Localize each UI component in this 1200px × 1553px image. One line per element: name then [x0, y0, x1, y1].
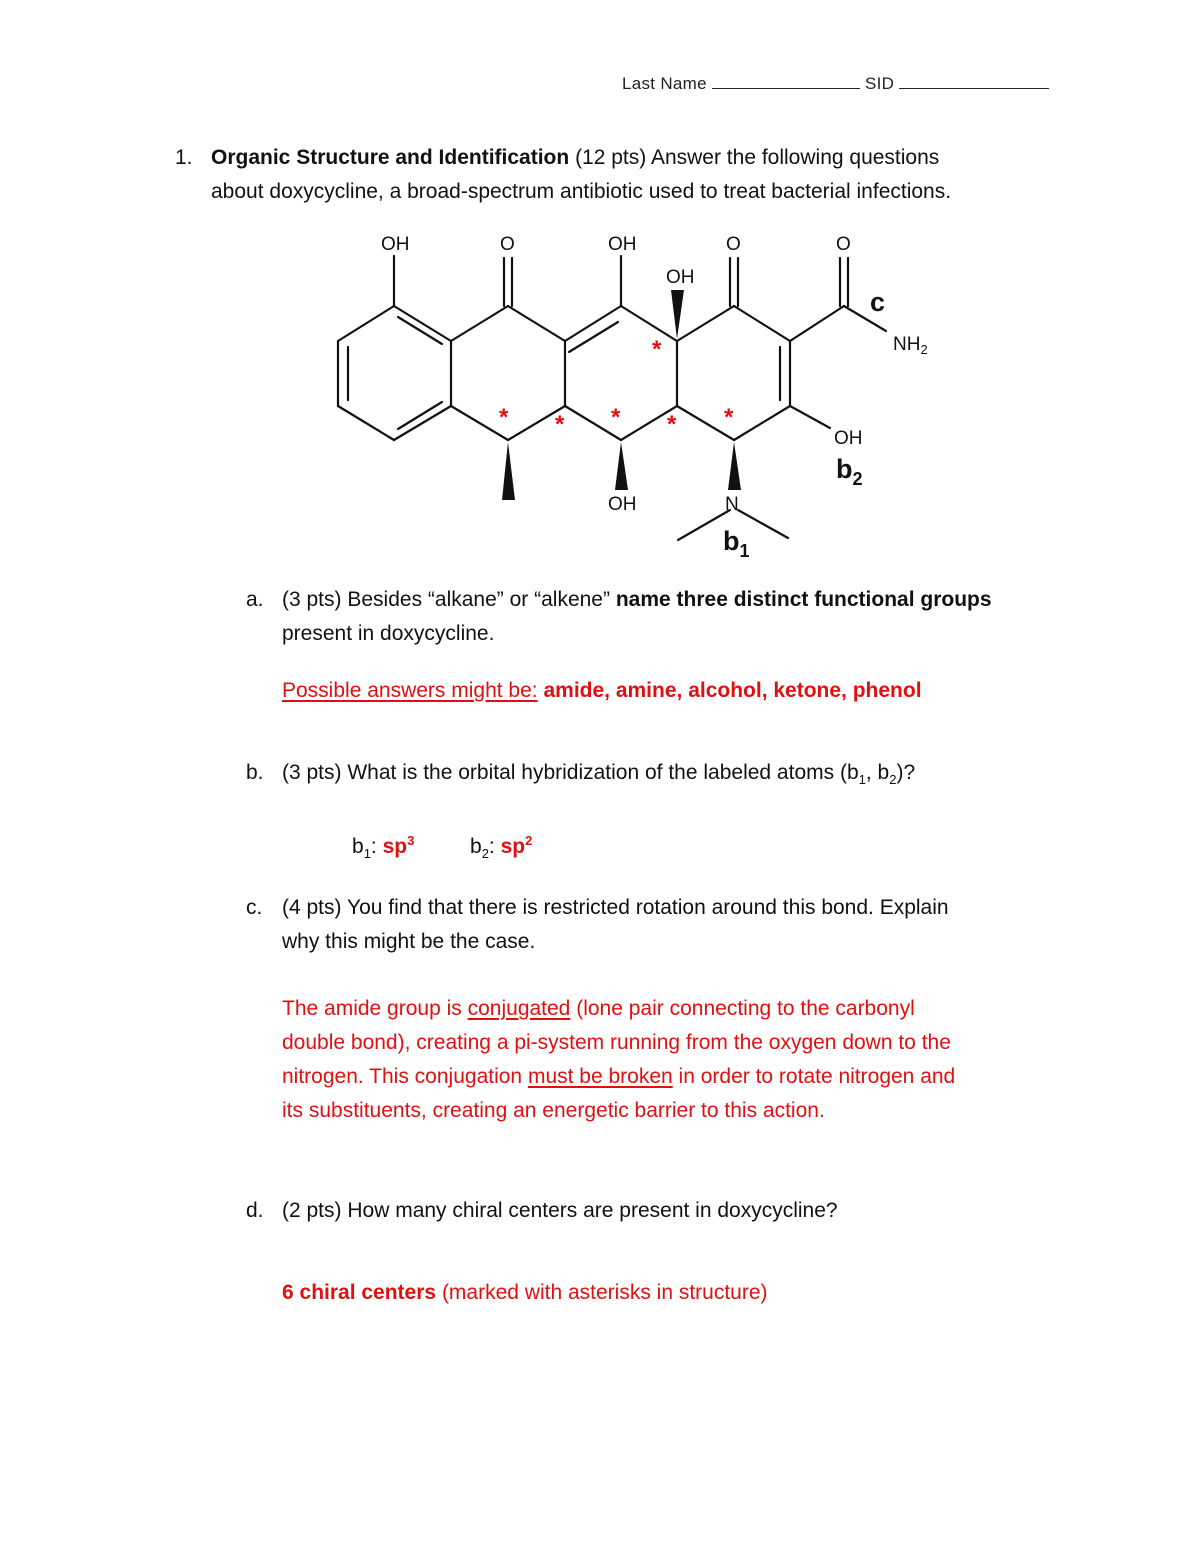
part-c-letter: c.: [246, 896, 263, 919]
part-d-letter: d.: [246, 1199, 264, 1222]
part-c-answer-text: its substituents, creating an energetic barrier to this action.: [282, 1099, 825, 1122]
part-c-text-line2: why this might be the case.: [282, 930, 536, 953]
chiral-asterisk: *: [724, 404, 734, 431]
part-a-points: (3 pts): [282, 588, 342, 611]
part-a-answer-label: Possible answers might be:: [282, 679, 538, 702]
part-c-points: (4 pts): [282, 896, 342, 919]
chiral-asterisk: *: [611, 404, 621, 431]
part-d-text: How many chiral centers are present in doxycycline?: [347, 1199, 838, 1222]
label-b1: $b_1$: [723, 526, 750, 561]
label-nh2: $NH_2$: [893, 334, 928, 357]
part-d-answer: [282, 1276, 1082, 1310]
part-c-answer-text: nitrogen. This conjugation: [282, 1065, 523, 1088]
label-c: c: [870, 287, 886, 317]
part-b-points: (3 pts): [282, 761, 342, 784]
label-oh-right: OH: [834, 428, 863, 449]
part-c-answer: [282, 992, 1072, 1128]
part-c-answer-text: (lone pair connecting to the carbonyl: [576, 997, 915, 1020]
part-a-letter: a.: [246, 588, 264, 611]
part-d-points: (2 pts): [282, 1199, 342, 1222]
part-a-answer-value: amide, amine, alcohol, ketone, phenol: [543, 679, 922, 702]
part-c-answer-text: in order to rotate nitrogen and: [678, 1065, 956, 1088]
question-points: (12 pts): [575, 146, 647, 169]
sid-label: SID: [864, 74, 895, 93]
part-c-question: [282, 891, 1082, 959]
part-d-answer-bold: 6 chiral centers: [282, 1281, 437, 1304]
label-oh-2: OH: [608, 234, 637, 255]
part-a-question: [282, 583, 1082, 651]
part-b-text-mid: , b: [865, 761, 890, 784]
chiral-asterisk: *: [652, 336, 662, 363]
label-n: N: [725, 494, 739, 515]
b2-sub: 2: [481, 846, 489, 862]
label-o-3: O: [836, 234, 851, 255]
part-a-text: Besides “alkane” or “alkene”: [347, 588, 610, 611]
label-o-2: O: [726, 234, 741, 255]
part-b-answer-2: [470, 824, 532, 871]
last-name-label: Last Name: [622, 74, 707, 93]
part-b-sub2: 2: [889, 772, 897, 788]
part-c-text-line1: You find that there is restricted rotation around this bond. Explain: [346, 896, 949, 919]
b2-hybridization: $sp^2$: [500, 833, 533, 858]
question-number: 1.: [175, 146, 193, 169]
part-a-emphasis: name three distinct functional groups: [615, 588, 992, 611]
part-d-question: [282, 1194, 1082, 1228]
label-o-1: O: [500, 234, 515, 255]
b1-sub: 1: [363, 846, 371, 862]
part-b-text: What is the orbital hybridization of the labeled atoms (b: [347, 761, 859, 784]
label-oh-1: OH: [381, 234, 410, 255]
question-prompt-line1: Answer the following questions: [650, 146, 940, 169]
part-b-letter: b.: [246, 761, 264, 784]
part-c-answer-underline: must be broken: [527, 1065, 673, 1088]
chiral-asterisk: *: [555, 411, 565, 438]
part-b-question: [282, 756, 1082, 797]
b2-label: b: [470, 835, 482, 858]
part-b-answer-1: [352, 824, 414, 871]
question-prompt-line2: about doxycycline, a broad-spectrum antibiotic used to treat bacterial infections.: [211, 180, 952, 203]
part-c-answer-text: double bond), creating a pi-system running from the oxygen down to the: [282, 1031, 951, 1054]
chiral-asterisk: *: [667, 411, 677, 438]
b1-sep: :: [370, 835, 377, 858]
part-a-answer: [282, 674, 1082, 708]
label-oh-center: OH: [666, 267, 695, 288]
b1-label: b: [352, 835, 364, 858]
chiral-asterisk: *: [499, 404, 509, 431]
b2-sep: :: [488, 835, 495, 858]
part-d-answer-rest: (marked with asterisks in structure): [441, 1281, 768, 1304]
part-c-answer-underline: conjugated: [467, 997, 571, 1020]
part-b-sub1: 1: [858, 772, 866, 788]
part-a-text-line2: present in doxycycline.: [282, 622, 495, 645]
label-oh-bottom: OH: [608, 494, 637, 515]
label-b2: $b_2$: [836, 454, 863, 489]
part-c-answer-text: The amide group is: [282, 997, 462, 1020]
b1-hybridization: $sp^3$: [382, 833, 415, 858]
question-title: Organic Structure and Identification: [211, 146, 570, 169]
doxycycline-structure: [0, 0, 1200, 580]
part-b-text-post: )?: [896, 761, 916, 784]
